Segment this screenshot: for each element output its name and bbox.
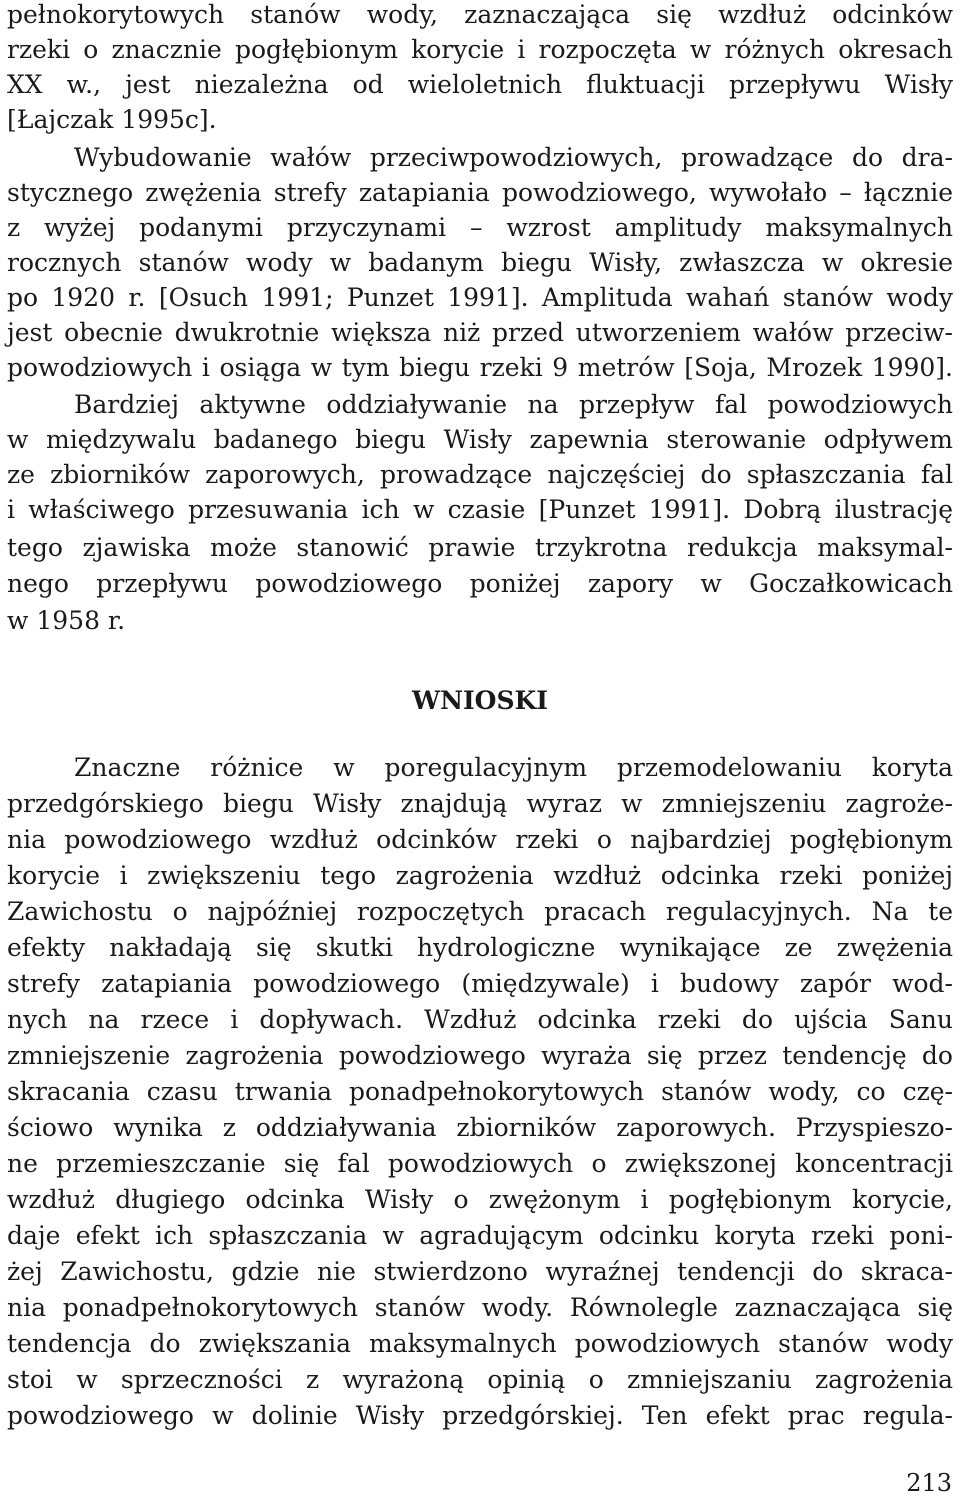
section-heading: WNIOSKI [412, 686, 548, 715]
text-line: i właściwego przesuwania ich w czasie [Punzet 1991]. Dobrą ilustrację [7, 495, 953, 524]
text-line: daje efekt ich spłaszczania w agradującym odcinku koryta rzeki poni- [7, 1221, 953, 1250]
text-line: stoi w sprzeczności z wyrażoną opinią o zmniejszaniu zagrożenia [7, 1365, 953, 1394]
text-line: ne przemieszczanie się fal powodziowych o zwiększonej koncentracji [7, 1149, 953, 1178]
text-line: po 1920 r. [Osuch 1991; Punzet 1991]. Amplituda wahań stanów wody [7, 283, 953, 312]
text-line: Bardziej aktywne oddziaływanie na przepływ fal powodziowych [74, 390, 953, 419]
text-line: w międzywalu badanego biegu Wisły zapewnia sterowanie odpływem [7, 425, 953, 454]
text-line: nego przepływu powodziowego poniżej zapory w Goczałkowicach [7, 569, 953, 598]
page-number: 213 [906, 1469, 952, 1497]
text-line: tego zjawiska może stanowić prawie trzykrotna redukcja maksymal- [7, 533, 953, 562]
text-line: rzeki o znacznie pogłębionym korycie i rozpoczęta w różnych okresach [7, 35, 953, 64]
text-line: ze zbiorników zaporowych, prowadzące najczęściej do spłaszczania fal [7, 460, 953, 489]
text-line: nia ponadpełnokorytowych stanów wody. Równolegle zaznaczająca się [7, 1293, 953, 1322]
text-line: skracania czasu trwania ponadpełnokorytowych stanów wody, co czę- [7, 1077, 953, 1106]
text-line: rocznych stanów wody w badanym biegu Wisły, zwłaszcza w okresie [7, 248, 953, 277]
text-line: powodziowego w dolinie Wisły przedgórskiej. Ten efekt prac regula- [7, 1401, 953, 1430]
text-line: strefy zatapiania powodziowego (międzywale) i budowy zapór wod- [7, 969, 953, 998]
text-line: Znaczne różnice w poregulacyjnym przemodelowaniu koryta [74, 753, 953, 782]
text-line: Wybudowanie wałów przeciwpowodziowych, prowadzące do dra- [74, 143, 953, 172]
text-line: [Łajczak 1995c]. [7, 105, 217, 134]
text-line: z wyżej podanymi przyczynami – wzrost amplitudy maksymalnych [7, 213, 953, 242]
text-line: nych na rzece i dopływach. Wzdłuż odcinka rzeki do ujścia Sanu [7, 1005, 953, 1034]
text-line: żej Zawichostu, gdzie nie stwierdzono wyraźnej tendencji do skraca- [7, 1257, 953, 1286]
text-line: ściowo wynika z oddziaływania zbiorników zaporowych. Przyspieszo- [7, 1113, 953, 1142]
text-line: powodziowych i osiąga w tym biegu rzeki 9 metrów [Soja, Mrozek 1990]. [7, 353, 953, 382]
text-line: w 1958 r. [7, 606, 126, 635]
text-line: przedgórskiego biegu Wisły znajdują wyraz w zmniejszeniu zagroże- [7, 789, 953, 818]
text-line: nia powodziowego wzdłuż odcinków rzeki o najbardziej pogłębionym [7, 825, 953, 854]
text-line: stycznego zwężenia strefy zatapiania powodziowego, wywołało – łącznie [7, 178, 953, 207]
text-line: XX w., jest niezależna od wieloletnich fluktuacji przepływu Wisły [7, 70, 953, 99]
text-line: tendencja do zwiększania maksymalnych powodziowych stanów wody [7, 1329, 953, 1358]
text-line: jest obecnie dwukrotnie większa niż przed utworzeniem wałów przeciw- [7, 318, 953, 347]
text-line: korycie i zwiększeniu tego zagrożenia wzdłuż odcinka rzeki poniżej [7, 861, 953, 890]
text-line: wzdłuż długiego odcinka Wisły o zwężonym i pogłębionym korycie, [7, 1185, 953, 1214]
text-line: zmniejszenie zagrożenia powodziowego wyraża się przez tendencję do [7, 1041, 953, 1070]
text-line: Zawichostu o najpóźniej rozpoczętych pracach regulacyjnych. Na te [7, 897, 953, 926]
text-line: efekty nakładają się skutki hydrologiczne wynikające ze zwężenia [7, 933, 953, 962]
text-line: pełnokorytowych stanów wody, zaznaczająca się wzdłuż odcinków [7, 0, 953, 29]
